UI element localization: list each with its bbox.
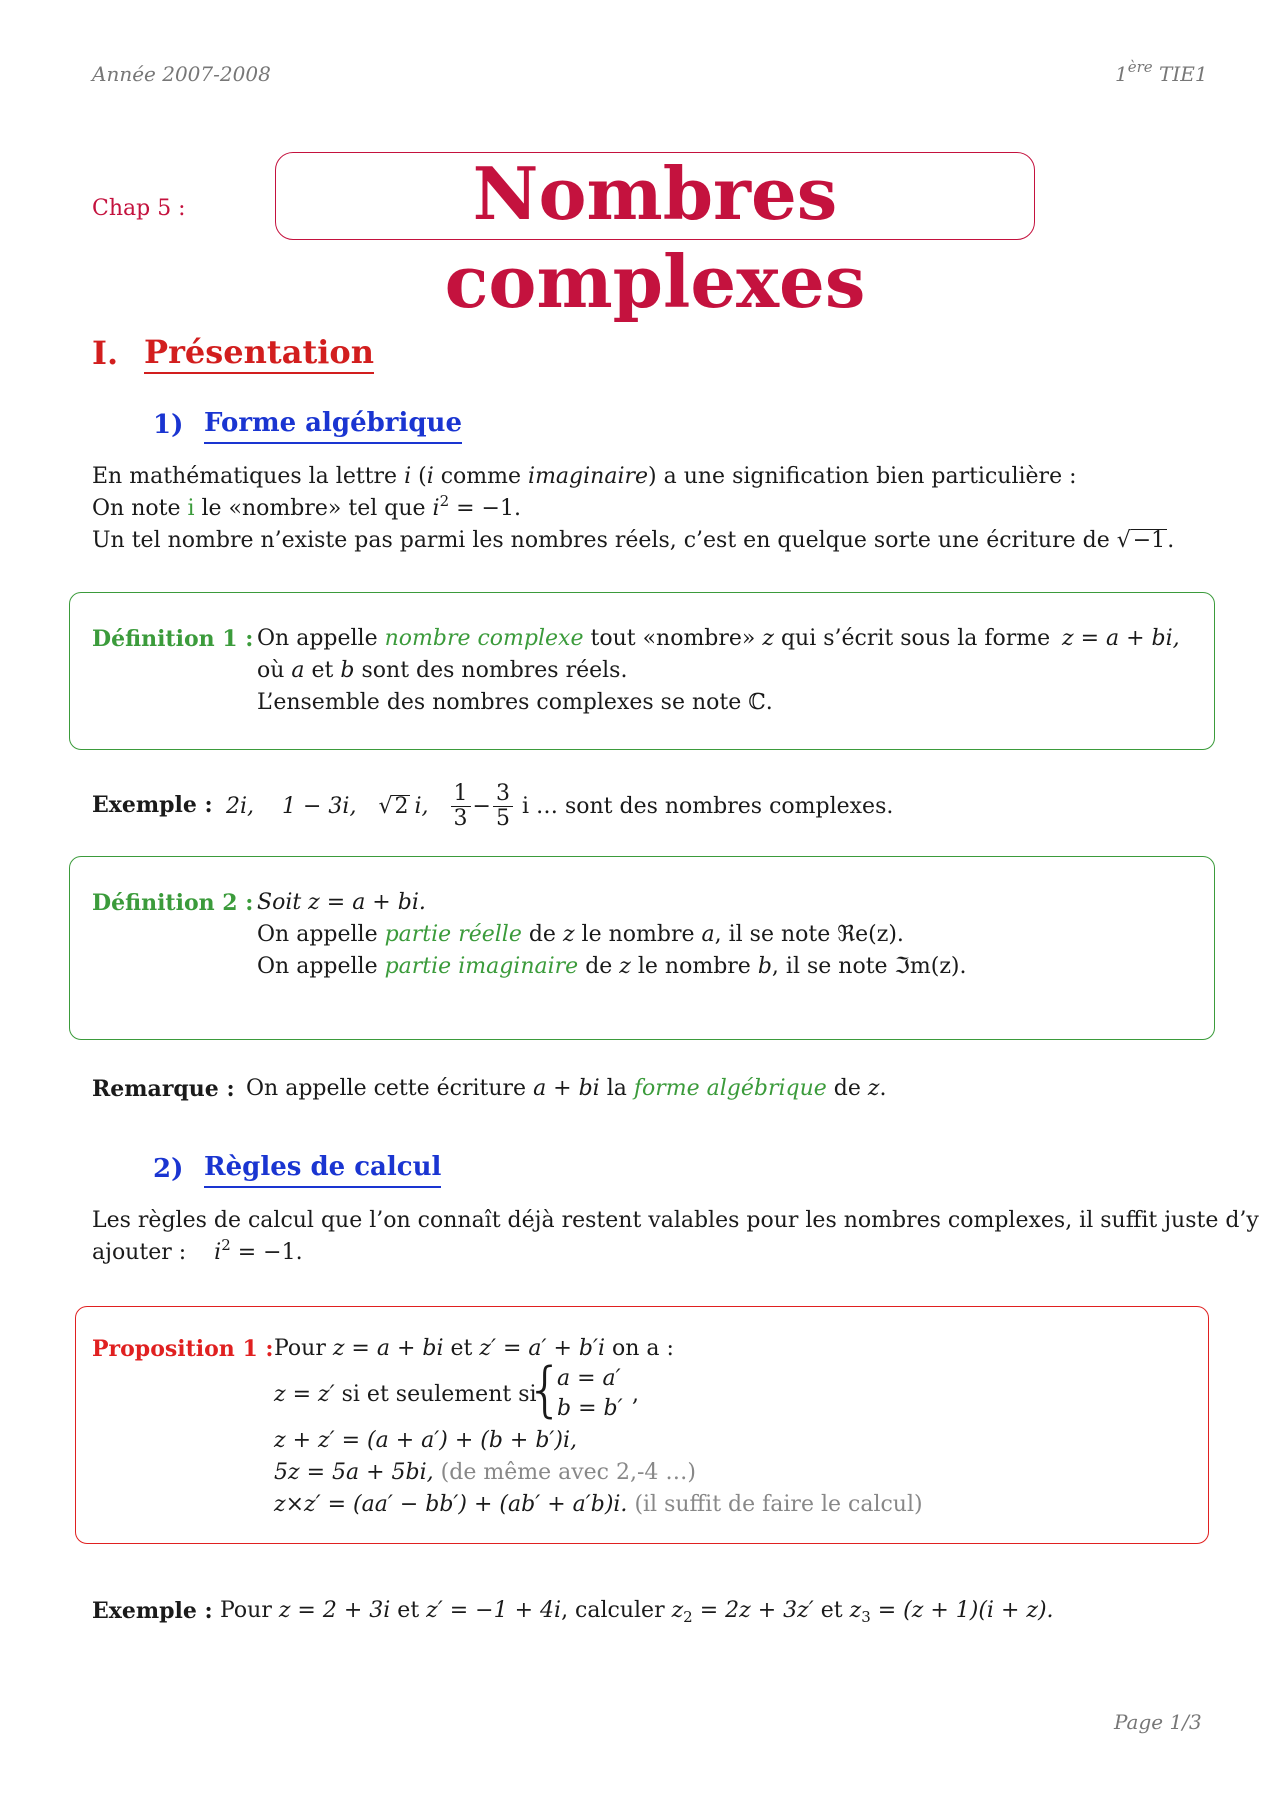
definition-1-line-3: L’ensemble des nombres complexes se note ℂ. bbox=[257, 690, 773, 715]
t: = (z + 1)(i + z). bbox=[870, 1598, 1054, 1623]
t: z bbox=[867, 1076, 880, 1101]
t: ℜe(z). bbox=[837, 922, 904, 947]
t: si et seulement si bbox=[334, 1382, 537, 1407]
t: z bbox=[671, 1598, 684, 1623]
t: i bbox=[426, 464, 434, 489]
page-number: Page 1/3 bbox=[1114, 1710, 1202, 1734]
t: b bbox=[757, 954, 772, 979]
t: 5z = 5a + 5bi, bbox=[274, 1460, 434, 1485]
definition-2-line-2 bbox=[257, 922, 904, 947]
t: = −1. bbox=[449, 496, 521, 521]
rules-line-1: Les règles de calcul que l’on connaît déjà restent valables pour les nombres complexes, il suffit juste d’y bbox=[92, 1208, 1259, 1233]
t: , il se note bbox=[771, 954, 895, 979]
t: z′ = −1 + 4i bbox=[426, 1598, 562, 1623]
t: (de même avec 2,-4 …) bbox=[440, 1460, 696, 1485]
definition-2-box bbox=[69, 856, 1215, 1040]
t: le «nombre» tel que bbox=[194, 496, 433, 521]
t: 3 bbox=[861, 1608, 871, 1626]
t: z′ = a′ + b′i bbox=[479, 1336, 606, 1361]
t: z = a + bi bbox=[332, 1336, 444, 1361]
t: z = z′ bbox=[274, 1382, 335, 1407]
system-brace: { bbox=[526, 1355, 565, 1425]
t: z bbox=[562, 922, 575, 947]
proposition-1-line-3: z + z′ = (a + a′) + (b + b′)i, bbox=[274, 1428, 578, 1453]
t: 2i, 1 − 3i, bbox=[226, 793, 357, 819]
definition-2-line-3 bbox=[257, 954, 967, 979]
t: de bbox=[578, 954, 620, 979]
definition-2-line-1: Soit z = a + bi. bbox=[257, 890, 426, 915]
t: b bbox=[340, 658, 355, 683]
proposition-1-line-5 bbox=[274, 1492, 923, 1517]
definition-1-line-1 bbox=[257, 626, 1050, 651]
example-1-content: 2i, 1 − 3i, √ 2 i, $\frac{1}{3}$ − $\frac{3}{5}$ i … sont des nombres complexes. bbox=[226, 780, 894, 831]
t: i bbox=[187, 496, 195, 521]
definition-1-line-2 bbox=[257, 658, 627, 683]
t: z = 2 + 3i bbox=[278, 1598, 391, 1623]
t: a bbox=[291, 658, 305, 683]
subsection-2-number: 2) bbox=[153, 1154, 184, 1184]
t: 3 bbox=[453, 805, 468, 831]
remark-label: Remarque : bbox=[92, 1076, 235, 1102]
term-partie-imaginaire: partie imaginaire bbox=[384, 954, 579, 979]
t: on a : bbox=[605, 1336, 674, 1361]
t: tout «nombre» bbox=[583, 626, 763, 651]
t: i … sont des nombres complexes. bbox=[514, 793, 894, 819]
intro-line-3: Un tel nombre n’existe pas parmi les nombres réels, c’est en quelque sorte une écriture de √−1. bbox=[92, 528, 1175, 553]
t: imaginaire bbox=[528, 464, 649, 489]
proposition-1-line-2 bbox=[274, 1382, 537, 1407]
t: et bbox=[443, 1336, 480, 1361]
header-year: Année 2007-2008 bbox=[92, 62, 271, 86]
example-2-label: Exemple : bbox=[92, 1598, 213, 1624]
t: et bbox=[304, 658, 341, 683]
example-2-text bbox=[220, 1598, 1054, 1626]
t: le nombre bbox=[574, 922, 702, 947]
class-prefix: 1 bbox=[1115, 62, 1128, 86]
system-comma: , bbox=[632, 1382, 639, 1407]
definition-2-label: Définition 2 : bbox=[92, 890, 254, 916]
t: , il se note bbox=[714, 922, 838, 947]
sqrt-minus-one: −1 bbox=[1132, 528, 1166, 553]
t: . bbox=[1167, 528, 1175, 553]
definition-1-box bbox=[69, 592, 1215, 750]
t: z bbox=[849, 1598, 862, 1623]
proposition-1-line-4 bbox=[274, 1460, 696, 1485]
t: On appelle bbox=[257, 954, 385, 979]
t: sont des nombres réels. bbox=[354, 658, 628, 683]
t: (il suffit de faire le calcul) bbox=[634, 1492, 923, 1517]
t: ( bbox=[411, 464, 427, 489]
t: , calculer bbox=[561, 1598, 672, 1623]
t: 5 bbox=[495, 805, 510, 831]
t: = 2z + 3z′ bbox=[692, 1598, 814, 1623]
chapter-title: Nombres complexes bbox=[444, 151, 866, 324]
system-eq-1: a = a′ bbox=[557, 1366, 621, 1391]
t: − bbox=[472, 793, 491, 819]
fraction-2 bbox=[493, 782, 513, 831]
t: ) a une signification bien particulière : bbox=[648, 464, 1077, 489]
t: de bbox=[521, 922, 563, 947]
section-title: Présentation bbox=[144, 334, 374, 374]
t: 2 bbox=[394, 793, 409, 819]
system-eq-2: b = b′ bbox=[557, 1396, 623, 1421]
term-forme-algebrique: forme algébrique bbox=[633, 1076, 827, 1101]
t: a + bi bbox=[533, 1076, 600, 1101]
t: a bbox=[701, 922, 715, 947]
t: = −1. bbox=[230, 1240, 303, 1265]
intro-line-2: On note i le «nombre» tel que $i^2 = -1$. bbox=[92, 492, 521, 521]
definition-1-label: Définition 1 : bbox=[92, 626, 254, 652]
t: où bbox=[257, 658, 292, 683]
proposition-1-line-1 bbox=[274, 1336, 674, 1361]
t: comme bbox=[433, 464, 529, 489]
t: z bbox=[619, 954, 631, 979]
section-number: I. bbox=[92, 334, 119, 372]
t: Pour bbox=[274, 1336, 333, 1361]
t: et bbox=[390, 1598, 427, 1623]
t: On appelle bbox=[257, 626, 385, 651]
t: la bbox=[599, 1076, 634, 1101]
rules-line-2: ajouter : $i^2 = -1$. bbox=[92, 1236, 303, 1265]
term-nombre-complexe: nombre complexe bbox=[384, 626, 584, 651]
t: de bbox=[826, 1076, 868, 1101]
header-class bbox=[1115, 58, 1208, 86]
term-partie-reelle: partie réelle bbox=[384, 922, 522, 947]
t: On note bbox=[92, 496, 188, 521]
t: 3 bbox=[493, 782, 513, 807]
t: le nombre bbox=[630, 954, 758, 979]
t: En mathématiques la lettre bbox=[92, 464, 405, 489]
t: Pour bbox=[220, 1598, 279, 1623]
example-1-label: Exemple : bbox=[92, 792, 213, 818]
t: . bbox=[879, 1076, 887, 1101]
definition-1-formula: z = a + bi, bbox=[1062, 626, 1180, 651]
t: et bbox=[813, 1598, 850, 1623]
t: 1 bbox=[451, 782, 471, 807]
remark-text bbox=[246, 1076, 887, 1101]
proposition-1-label: Proposition 1 : bbox=[92, 1336, 274, 1362]
t: Un tel nombre n’existe pas parmi les nombres réels, c’est en quelque sorte une écriture de bbox=[92, 528, 1117, 553]
t: z×z′ = (aa′ − bb′) + (ab′ + a′b)i. bbox=[274, 1492, 628, 1517]
subsection-1-number: 1) bbox=[153, 410, 184, 440]
subsection-2-title: Règles de calcul bbox=[204, 1152, 441, 1188]
t: qui s’écrit sous la forme bbox=[773, 626, 1051, 651]
t: z bbox=[762, 626, 774, 651]
t: On appelle cette écriture bbox=[246, 1076, 534, 1101]
t: On appelle bbox=[257, 922, 385, 947]
subsection-1-title: Forme algébrique bbox=[204, 408, 462, 444]
t: i bbox=[404, 464, 412, 489]
fraction-1 bbox=[451, 782, 471, 831]
intro-line-1 bbox=[92, 464, 1077, 489]
class-sup: ère bbox=[1127, 58, 1153, 76]
class-name: TIE1 bbox=[1159, 62, 1208, 86]
t: ajouter : bbox=[92, 1240, 187, 1265]
chapter-label: Chap 5 : bbox=[92, 196, 186, 221]
t: ℑm(z). bbox=[894, 954, 967, 979]
t: i, bbox=[414, 793, 429, 819]
t: 2 bbox=[683, 1608, 693, 1626]
